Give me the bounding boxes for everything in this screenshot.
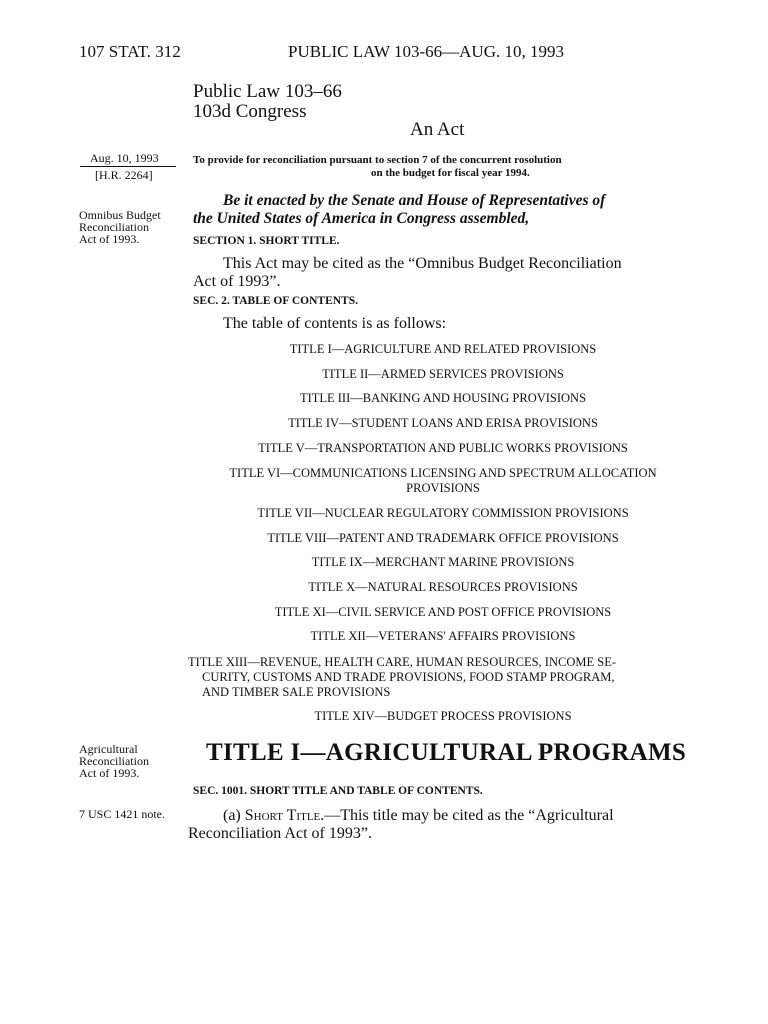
para-a-short-title: Short Title (244, 807, 321, 824)
toc-title-13-line-2: CURITY, CUSTOMS AND TRADE PROVISIONS, FOOD STAMP PROGRAM, (202, 670, 615, 684)
toc-title-11: TITLE XI—CIVIL SERVICE AND POST OFFICE PROVISIONS (274, 605, 612, 619)
toc-title-1: TITLE I—AGRICULTURE AND RELATED PROVISIONS (289, 342, 597, 356)
toc-title-4: TITLE IV—STUDENT LOANS AND ERISA PROVISIONS (288, 416, 598, 430)
running-head: PUBLIC LAW 103-66—AUG. 10, 1993 (288, 42, 564, 61)
toc-title-9: TITLE IX—MERCHANT MARINE PROVISIONS (311, 555, 575, 569)
toc-title-6-cont: PROVISIONS (406, 481, 480, 495)
section-1001-para-a (223, 806, 614, 825)
congress-number: 103d Congress (193, 101, 307, 122)
toc-title-13-line-3: AND TIMBER SALE PROVISIONS (202, 685, 391, 699)
section-1-heading: SECTION 1. SHORT TITLE. (193, 235, 340, 247)
margin-agricultural-3: Act of 1993. (79, 766, 140, 780)
title-1-heading: TITLE I—AGRICULTURAL PROGRAMS (206, 739, 687, 766)
toc-title-5: TITLE V—TRANSPORTATION AND PUBLIC WORKS PROVISIONS (258, 441, 628, 455)
para-a-text: .—This title may be cited as the “Agricultural (320, 807, 614, 824)
para-a-lead: (a) (223, 807, 245, 824)
toc-title-3: TITLE III—BANKING AND HOUSING PROVISIONS (299, 391, 587, 405)
enacting-clause-line-1: Be it enacted by the Senate and House of Representatives of (223, 192, 606, 209)
margin-bill-number: [H.R. 2264] (95, 168, 153, 182)
toc-title-12: TITLE XII—VETERANS' AFFAIRS PROVISIONS (310, 629, 576, 643)
margin-date: Aug. 10, 1993 (90, 151, 159, 165)
toc-title-10: TITLE X—NATURAL RESOURCES PROVISIONS (308, 580, 578, 594)
section-1001-heading: SEC. 1001. SHORT TITLE AND TABLE OF CONTENTS. (193, 785, 483, 797)
act-heading: An Act (410, 119, 465, 140)
margin-agricultural-2: Reconciliation (79, 754, 149, 768)
toc-title-6: TITLE VI—COMMUNICATIONS LICENSING AND SPECTRUM ALLOCATION (229, 466, 657, 480)
enacting-clause-line-2: the United States of America in Congress assembled, (193, 210, 530, 227)
margin-rule (80, 166, 176, 167)
toc-title-8: TITLE VIII—PATENT AND TRADEMARK OFFICE PROVISIONS (267, 531, 619, 545)
section-2-heading: SEC. 2. TABLE OF CONTENTS. (193, 295, 358, 307)
purpose-line-1: To provide for reconciliation pursuant to section 7 of the concurrent rosolution (193, 154, 562, 166)
toc-title-2: TITLE II—ARMED SERVICES PROVISIONS (322, 367, 564, 381)
page-reference: 107 STAT. 312 (79, 42, 181, 61)
margin-usc-note: 7 USC 1421 note. (79, 807, 166, 821)
margin-agricultural-1: Agricultural (79, 742, 138, 756)
toc-title-7: TITLE VII—NUCLEAR REGULATORY COMMISSION PROVISIONS (257, 506, 629, 520)
margin-omnibus-2: Reconciliation (79, 220, 149, 234)
margin-omnibus-1: Omnibus Budget (79, 208, 161, 222)
section-1-text-line-2: Act of 1993”. (193, 273, 281, 290)
section-1-text-line-1: This Act may be cited as the “Omnibus Budget Reconciliation (223, 255, 622, 272)
public-law-number: Public Law 103–66 (193, 81, 342, 102)
table-of-contents-intro: The table of contents is as follows: (223, 315, 447, 332)
toc-title-14: TITLE XIV—BUDGET PROCESS PROVISIONS (314, 709, 572, 723)
section-1001-para-a-line-2: Reconciliation Act of 1993”. (188, 825, 372, 842)
purpose-line-2: on the budget for fiscal year 1994. (371, 167, 530, 179)
margin-omnibus-3: Act of 1993. (79, 232, 140, 246)
toc-title-13-line-1: TITLE XIII—REVENUE, HEALTH CARE, HUMAN RESOURCES, INCOME SE- (188, 655, 616, 669)
